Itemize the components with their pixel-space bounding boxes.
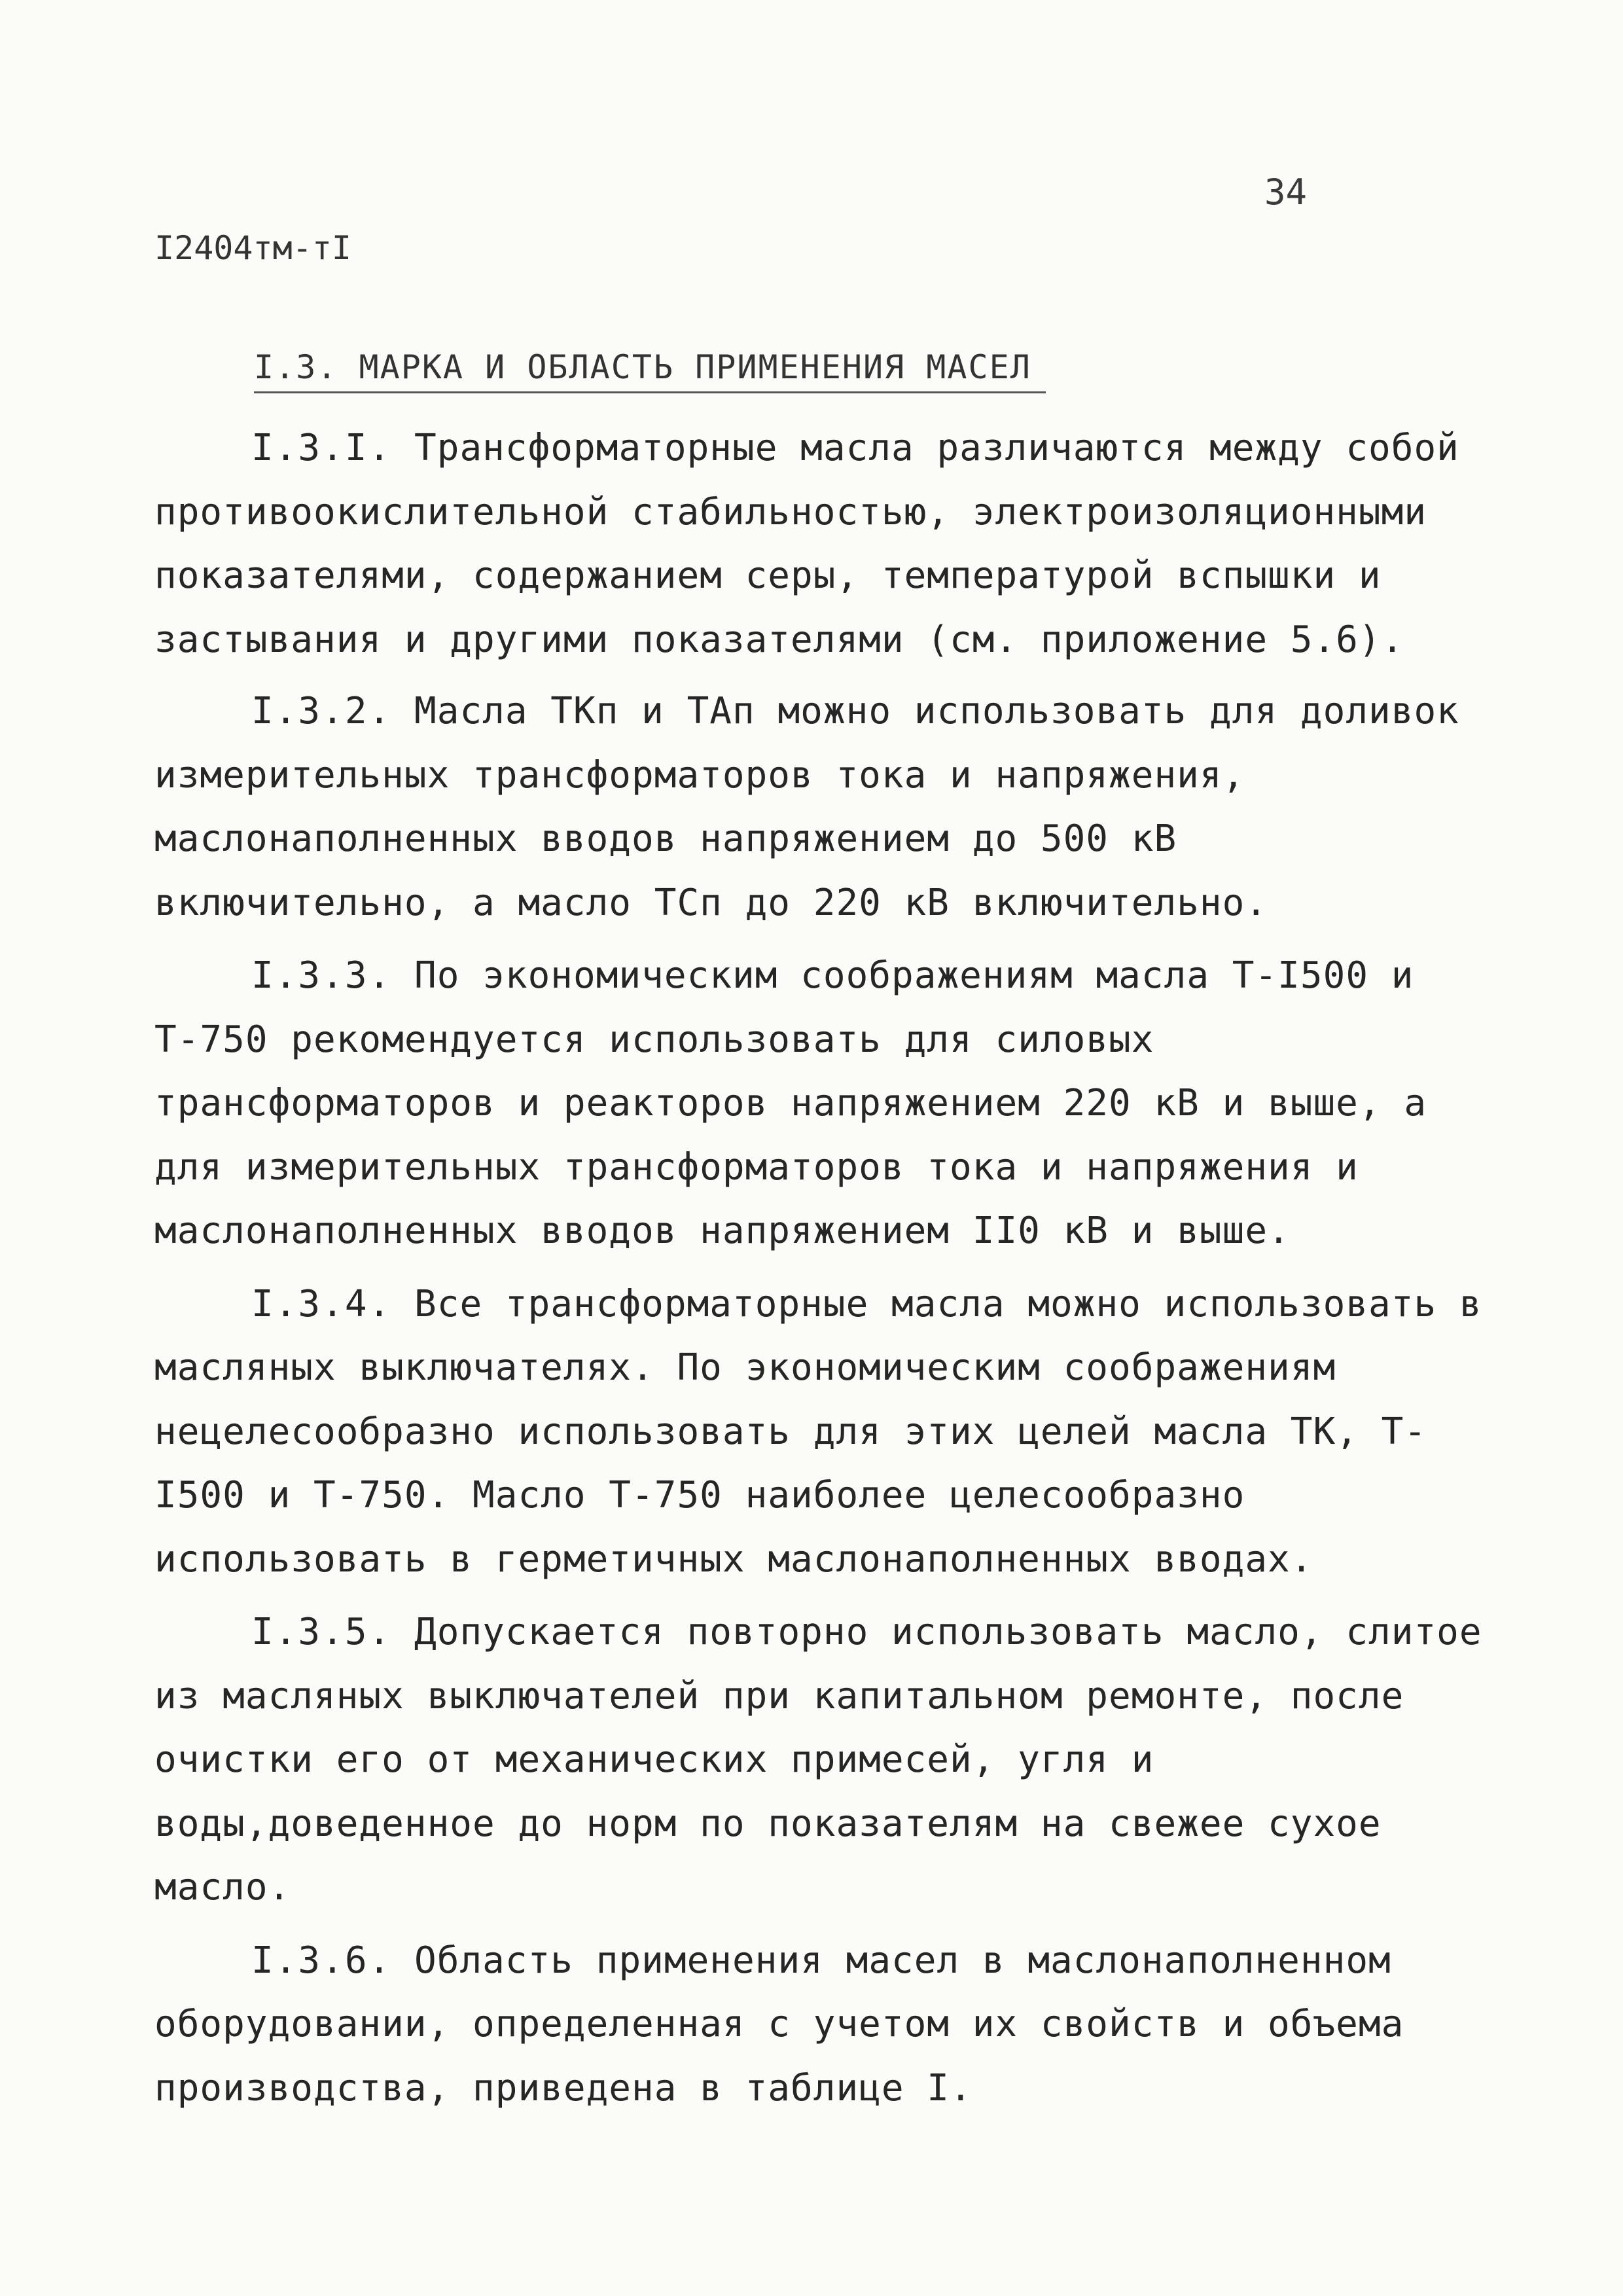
paragraph-text: Трансформаторные масла различаются между собой противоокислительной стабильностью, электроизоляционными показателями, содержанием серы, температурой вспышки и застывания и другими показателями (см. приложение 5.6). — [154, 427, 1459, 661]
paragraph-number: I.3.3. — [251, 954, 392, 997]
paragraph-1-3-2 — [154, 679, 1483, 935]
paragraph-1-3-5 — [154, 1600, 1483, 1920]
paragraph-number: I.3.2. — [251, 690, 392, 732]
paragraph-1-3-3 — [154, 944, 1483, 1263]
document-code: I2404тм-тI — [154, 229, 352, 267]
section-title: I.3. МАРКА И ОБЛАСТЬ ПРИМЕНЕНИЯ МАСЕЛ — [254, 348, 1046, 393]
paragraph-text: Допускается повторно использовать масло, слитое из масляных выключателей при капитальном ремонте, после очистки его от механических примесей, угля и воды,доведенное до норм по показателям на свежее сухое масло. — [154, 1611, 1482, 1909]
paragraph-number: I.3.I. — [251, 427, 392, 469]
page-number: 34 — [1264, 171, 1308, 213]
paragraph-number: I.3.4. — [251, 1282, 392, 1325]
paragraph-number: I.3.5. — [251, 1611, 392, 1653]
body-text — [154, 416, 1483, 2120]
paragraph-1-3-1 — [154, 416, 1483, 672]
paragraph-number: I.3.6. — [251, 1939, 392, 1982]
paragraph-text: Масла ТКп и ТАп можно использовать для доливок измерительных трансформаторов тока и напряжения, маслонаполненных вводов напряжением до 500 кВ включительно, а масло ТСп до 220 кВ включительно. — [154, 690, 1459, 924]
paragraph-1-3-6 — [154, 1929, 1483, 2121]
paragraph-text: Область применения масел в маслонаполненном оборудовании, определенная с учетом их свойств и объема производства, приведена в таблице I. — [154, 1939, 1404, 2109]
paragraph-text: Все трансформаторные масла можно использовать в масляных выключателях. По экономическим соображениям нецелесообразно использовать для этих целей масла ТК, Т- I500 и Т-750. Масло Т-750 наиболее целесообразно использовать в герметичных маслонаполненных вводах. — [154, 1282, 1482, 1581]
paragraph-text: По экономическим соображениям масла Т-I500 и Т-750 рекомендуется использовать для силовых трансформаторов и реакторов напряжением 220 кВ и выше, а для измерительных трансформаторов тока и напряжения и маслонаполненных вводов напряжением II0 кВ и выше. — [154, 954, 1427, 1252]
paragraph-1-3-4 — [154, 1272, 1483, 1592]
